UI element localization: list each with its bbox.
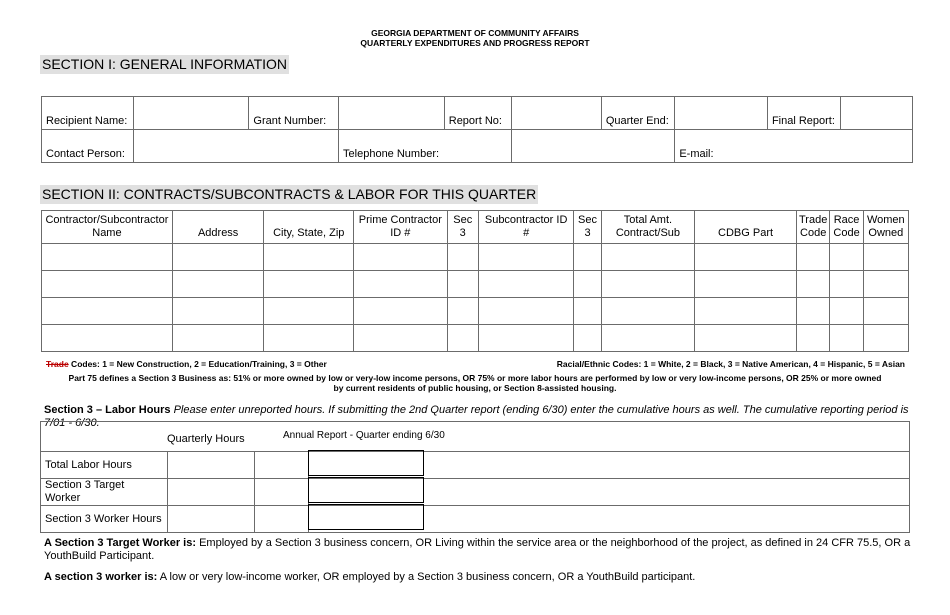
total-labor-quarterly-field[interactable]	[167, 452, 254, 479]
col-prime-contractor-id: Prime Contractor ID #	[354, 211, 448, 244]
col-sec3-prime: Sec 3	[447, 211, 478, 244]
table-cell[interactable]	[478, 271, 574, 298]
section-1-title: SECTION I: GENERAL INFORMATION	[42, 56, 288, 72]
section-2-title: SECTION II: CONTRACTS/SUBCONTRACTS & LABOR FOR THIS QUARTER	[42, 186, 537, 202]
grant-number-field[interactable]	[339, 97, 445, 130]
contact-person-field[interactable]	[133, 130, 338, 163]
table-cell[interactable]	[695, 325, 797, 352]
col-contractor-name: Contractor/Subcontractor Name	[42, 211, 173, 244]
target-worker-definition	[44, 537, 914, 563]
part75-note-line2: by current residents of public housing, or Section 8-assisted housing.	[333, 383, 617, 393]
table-cell[interactable]	[354, 244, 448, 271]
quarter-end-field[interactable]	[675, 97, 768, 130]
table-cell[interactable]	[601, 325, 695, 352]
worker-hours-quarterly-field[interactable]	[167, 506, 254, 533]
recipient-name-field[interactable]	[133, 97, 249, 130]
table-cell[interactable]	[447, 244, 478, 271]
col-city-state-zip: City, State, Zip	[264, 211, 354, 244]
target-worker-def-label: A Section 3 Target Worker is:	[44, 537, 197, 549]
labor-hours-corner	[41, 422, 168, 452]
table-cell[interactable]	[863, 325, 908, 352]
trade-codes-text: Codes: 1 = New Construction, 2 = Education/Training, 3 = Other	[68, 359, 327, 369]
worker-hours-annual-field[interactable]	[308, 504, 424, 530]
col-total-amount: Total Amt. Contract/Sub	[601, 211, 695, 244]
worker-hours-spacer	[254, 506, 308, 533]
col-race-code: Race Code	[830, 211, 863, 244]
table-cell[interactable]	[574, 298, 601, 325]
trade-word: Trade	[46, 359, 69, 369]
table-cell[interactable]	[830, 298, 863, 325]
report-no-label: Report No:	[444, 97, 511, 130]
target-worker-def-text: Employed by a Section 3 business concern, OR Living within the service area or the neighborhood of the project, as defined in 24 CFR 75.5, OR a YouthBuild Participant.	[44, 537, 911, 562]
quarter-end-label: Quarter End:	[601, 97, 675, 130]
table-cell[interactable]	[601, 244, 695, 271]
table-cell[interactable]	[830, 244, 863, 271]
table-cell[interactable]	[695, 298, 797, 325]
table-cell[interactable]	[172, 244, 264, 271]
table-row	[41, 479, 910, 506]
col-subcontractor-id: Subcontractor ID #	[478, 211, 574, 244]
row-label-total-labor-hours: Total Labor Hours	[41, 452, 168, 479]
col-women-owned: Women Owned	[863, 211, 908, 244]
table-cell[interactable]	[42, 325, 173, 352]
table-cell[interactable]	[574, 325, 601, 352]
general-info-table	[41, 96, 913, 163]
trade-codes-note	[46, 359, 327, 369]
table-row	[41, 452, 910, 479]
worker-def-label: A section 3 worker is:	[44, 571, 158, 583]
table-cell[interactable]	[264, 271, 354, 298]
table-cell[interactable]	[42, 271, 173, 298]
table-cell[interactable]	[574, 271, 601, 298]
table-cell[interactable]	[601, 271, 695, 298]
table-cell[interactable]	[574, 244, 601, 271]
agency-name: GEORGIA DEPARTMENT OF COMMUNITY AFFAIRS	[371, 28, 579, 38]
table-cell[interactable]	[796, 244, 830, 271]
contracts-table	[41, 210, 909, 352]
table-cell[interactable]	[447, 325, 478, 352]
worker-definition	[44, 571, 914, 584]
labor-hours-table	[40, 421, 910, 533]
table-cell[interactable]	[172, 271, 264, 298]
table-cell[interactable]	[264, 244, 354, 271]
table-cell[interactable]	[354, 271, 448, 298]
table-row	[42, 298, 909, 325]
report-no-field[interactable]	[512, 97, 602, 130]
table-cell[interactable]	[354, 298, 448, 325]
table-cell[interactable]	[447, 298, 478, 325]
col-cdbg-part: CDBG Part	[695, 211, 797, 244]
table-cell[interactable]	[695, 271, 797, 298]
final-report-field[interactable]	[841, 97, 913, 130]
table-cell[interactable]	[796, 298, 830, 325]
col-sec3-sub: Sec 3	[574, 211, 601, 244]
telephone-field[interactable]	[512, 130, 675, 163]
table-cell[interactable]	[830, 325, 863, 352]
section-3-label: Section 3 – Labor Hours	[44, 404, 171, 416]
col-annual-report: Annual Report - Quarter ending 6/30	[283, 430, 445, 441]
table-cell[interactable]	[863, 271, 908, 298]
table-cell[interactable]	[478, 244, 574, 271]
worker-def-text: A low or very low-income worker, OR employed by a Section 3 business concern, OR a YouthBuild participant.	[159, 571, 696, 583]
table-cell[interactable]	[863, 244, 908, 271]
table-cell[interactable]	[863, 298, 908, 325]
total-labor-annual-field[interactable]	[308, 450, 424, 476]
table-cell[interactable]	[264, 325, 354, 352]
target-worker-annual-field[interactable]	[308, 477, 424, 503]
table-cell[interactable]	[796, 325, 830, 352]
col-trade-code: Trade Code	[796, 211, 830, 244]
table-cell[interactable]	[830, 271, 863, 298]
row-label-target-worker: Section 3 Target Worker	[41, 479, 168, 506]
telephone-label: Telephone Number:	[339, 130, 512, 163]
table-cell[interactable]	[264, 298, 354, 325]
target-worker-spacer	[254, 479, 308, 506]
col-quarterly-hours: Quarterly Hours	[167, 433, 245, 445]
labor-hours-header	[167, 422, 910, 452]
table-cell[interactable]	[695, 244, 797, 271]
table-row	[42, 271, 909, 298]
table-cell[interactable]	[478, 298, 574, 325]
section-3-instruction-text: Please enter unreported hours. If submitting the 2nd Quarter report (ending 6/30) enter the cumulative hours as well. The cumulative reporting period is 7/01 - 6/30.	[44, 404, 909, 429]
report-title: QUARTERLY EXPENDITURES AND PROGRESS REPORT	[360, 38, 590, 48]
target-worker-quarterly-field[interactable]	[167, 479, 254, 506]
grant-number-label: Grant Number:	[249, 97, 339, 130]
table-cell[interactable]	[447, 271, 478, 298]
table-cell[interactable]	[172, 298, 264, 325]
email-label: E-mail:	[675, 130, 913, 163]
table-cell[interactable]	[478, 325, 574, 352]
table-cell[interactable]	[601, 298, 695, 325]
col-address: Address	[172, 211, 264, 244]
total-labor-spacer	[254, 452, 308, 479]
table-cell[interactable]	[354, 325, 448, 352]
table-cell[interactable]	[42, 244, 173, 271]
table-cell[interactable]	[172, 325, 264, 352]
recipient-name-label: Recipient Name:	[42, 97, 134, 130]
table-row	[42, 244, 909, 271]
table-cell[interactable]	[42, 298, 173, 325]
table-row	[41, 506, 910, 533]
table-row	[42, 325, 909, 352]
row-label-worker-hours: Section 3 Worker Hours	[41, 506, 168, 533]
part75-note-line1: Part 75 defines a Section 3 Business as: 51% or more owned by low or very-low income persons, OR 75% or more labor hours are performed by low or very low-income persons, OR 25% or more owned	[68, 373, 882, 383]
table-cell[interactable]	[796, 271, 830, 298]
racial-codes-note: Racial/Ethnic Codes: 1 = White, 2 = Black, 3 = Native American, 4 = Hispanic, 5 = Asian	[556, 359, 905, 369]
contact-person-label: Contact Person:	[42, 130, 134, 163]
final-report-label: Final Report:	[767, 97, 841, 130]
